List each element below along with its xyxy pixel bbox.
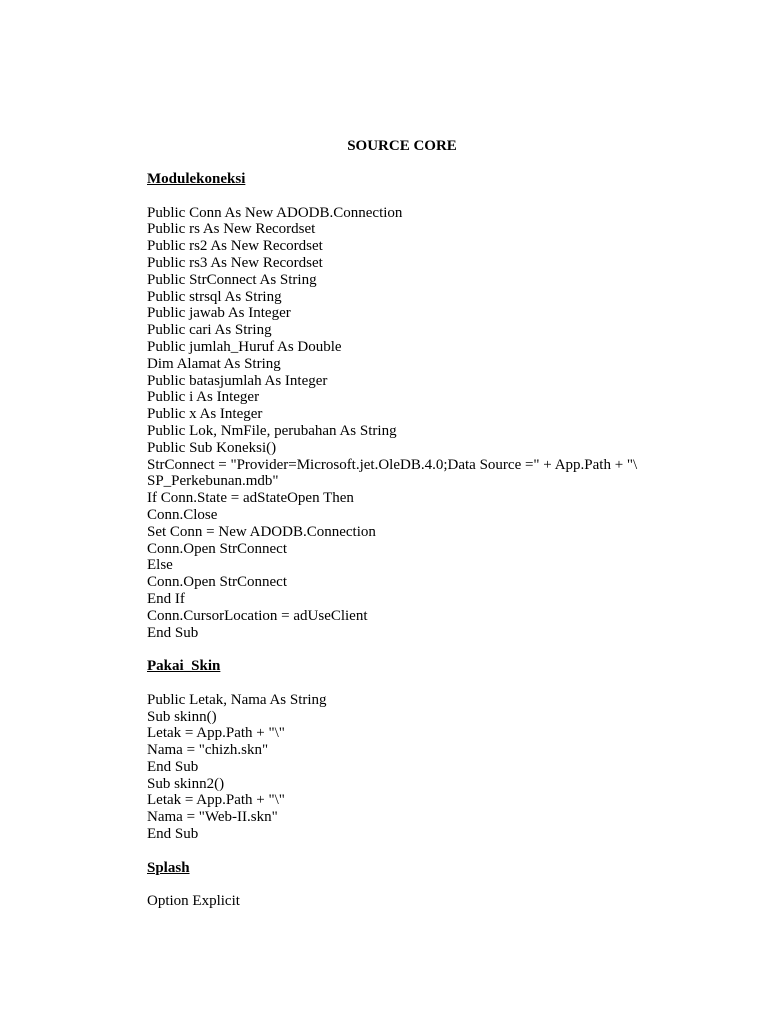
code-line: Option Explicit [147, 893, 240, 910]
section-splash [147, 860, 687, 910]
code-line: Public jawab As Integer [147, 305, 291, 322]
document-title: SOURCE CORE [347, 138, 457, 154]
code-line: Nama = "Web-II.skn" [147, 809, 278, 826]
code-line: Public batasjumlah As Integer [147, 372, 328, 389]
code-line: End Sub [147, 758, 199, 775]
code-line: Public x As Integer [147, 406, 263, 423]
code-line: Else [147, 557, 173, 574]
code-line: Sub skinn() [147, 708, 217, 725]
code-line: Conn.Open StrConnect [147, 540, 287, 557]
code-line: End If [147, 590, 185, 607]
document-body [147, 171, 687, 910]
code-line: SP_Perkebunan.mdb" [147, 473, 279, 490]
code-line: Public rs As New Recordset [147, 221, 316, 238]
code-line: Public jumlah_Huruf As Double [147, 338, 342, 355]
code-line: Public strsql As String [147, 288, 282, 305]
code-line: StrConnect = "Provider=Microsoft.jet.OleDB.4.0;Data Source =" + App.Path + "\ [147, 456, 638, 473]
code-block [147, 205, 687, 642]
code-line: Public Letak, Nama As String [147, 691, 327, 708]
code-block [147, 692, 687, 843]
code-line: Public Conn As New ADODB.Connection [147, 204, 403, 221]
code-line: Conn.CursorLocation = adUseClient [147, 607, 368, 624]
code-line: Public rs2 As New Recordset [147, 238, 323, 255]
code-line: Letak = App.Path + "\" [147, 792, 285, 809]
code-line: Sub skinn2() [147, 775, 225, 792]
code-line: Public Sub Koneksi() [147, 439, 277, 456]
code-line: Public i As Integer [147, 389, 260, 406]
code-line: End Sub [147, 826, 199, 843]
section-heading: Pakai_Skin [147, 658, 221, 675]
code-line: Public cari As String [147, 322, 272, 339]
section-modulekoneksi [147, 171, 687, 641]
code-line: Set Conn = New ADODB.Connection [147, 523, 376, 540]
code-line: Conn.Open StrConnect [147, 574, 287, 591]
code-line: Public Lok, NmFile, perubahan As String [147, 422, 397, 439]
code-line: If Conn.State = adStateOpen Then [147, 490, 354, 507]
code-line: Conn.Close [147, 506, 218, 523]
code-line: Dim Alamat As String [147, 355, 281, 372]
section-pakai-skin [147, 658, 687, 843]
code-line: End Sub [147, 624, 199, 641]
section-heading: Splash [147, 859, 190, 876]
code-line: Public rs3 As New Recordset [147, 254, 323, 271]
code-line: Public StrConnect As String [147, 271, 317, 288]
section-heading: Modulekoneksi [147, 171, 246, 187]
code-line: Nama = "chizh.skn" [147, 742, 269, 759]
code-block [147, 893, 687, 910]
code-line: Letak = App.Path + "\" [147, 725, 285, 742]
